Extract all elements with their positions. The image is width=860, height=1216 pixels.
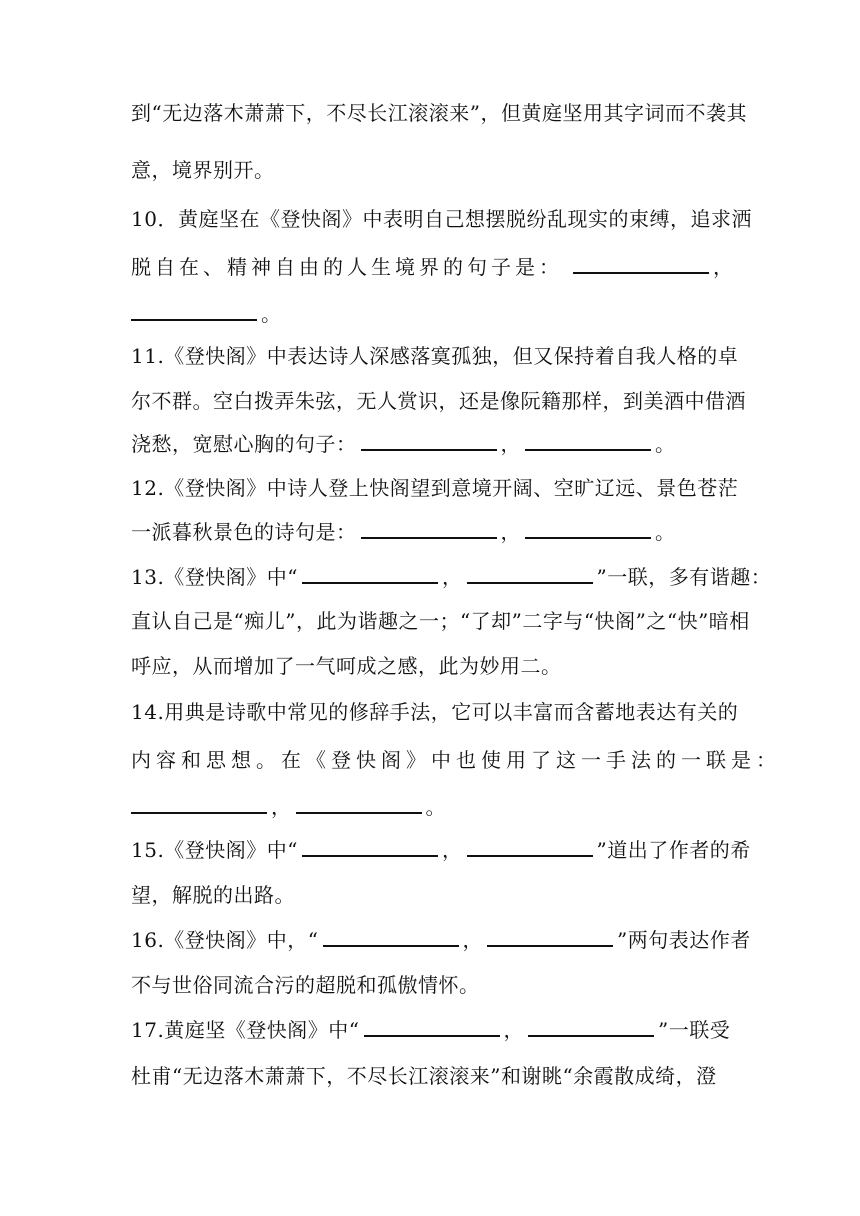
- question-11-line: 尔不群。空白拨弄朱弦，无人赏识，还是像阮籍那样，到美酒中借酒: [131, 389, 746, 413]
- question-11-line: 11.《登快阁》中表达诗人深感落寞孤独，但又保持着自我人格的卓: [131, 344, 739, 368]
- punctuation: ，: [462, 928, 484, 952]
- punctuation: ，: [503, 1018, 525, 1042]
- punctuation: ，: [500, 432, 521, 456]
- answer-blank[interactable]: [525, 517, 651, 539]
- question-text: 16.《登快阁》中，“: [131, 928, 319, 952]
- answer-blank[interactable]: [302, 835, 438, 857]
- punctuation: ，: [442, 565, 463, 589]
- answer-blank[interactable]: [131, 299, 257, 321]
- paragraph-line: 意，境界别开。: [131, 158, 275, 182]
- answer-blank[interactable]: [131, 792, 267, 814]
- question-text: 浇愁，宽慰心胸的句子：: [131, 432, 357, 456]
- answer-blank[interactable]: [302, 562, 438, 584]
- question-14-line: 内容和思想。在《登快阁》中也使用了这一手法的一联是：: [131, 748, 781, 772]
- answer-blank[interactable]: [525, 429, 651, 451]
- question-10-line: [131, 298, 282, 330]
- question-10-line: 10．黄庭坚在《登快阁》中表明自己想摆脱纷乱现实的束缚，追求洒: [131, 207, 752, 231]
- question-17-line: 杜甫“无边落木萧萧下，不尽长江滚滚来”和谢眺“余霞散成绮，澄: [131, 1064, 717, 1088]
- answer-blank[interactable]: [296, 792, 422, 814]
- answer-blank[interactable]: [467, 835, 593, 857]
- question-13-line: 直认自己是“痴儿”，此为谐趣之一；“了却”二字与“快阁”之“快”暗相: [131, 609, 750, 633]
- answer-blank[interactable]: [487, 925, 613, 947]
- question-14-line: 14.用典是诗歌中常见的修辞手法，它可以丰富而含蓄地表达有关的: [131, 700, 739, 724]
- question-text: ”一联，多有谐趣：: [596, 565, 772, 589]
- punctuation: 。: [655, 520, 676, 544]
- question-text: 15.《登快阁》中“: [131, 838, 299, 862]
- question-14-line: [131, 791, 446, 823]
- question-text: ”道出了作者的希: [596, 838, 751, 862]
- answer-blank[interactable]: [573, 252, 709, 274]
- question-12-line: [131, 516, 676, 548]
- answer-blank[interactable]: [467, 562, 593, 584]
- question-12-line: 12.《登快阁》中诗人登上快阁望到意境开阔、空旷辽远、景色苍茫: [131, 476, 739, 500]
- question-text: ”一联受: [658, 1018, 731, 1042]
- question-13-line: [131, 561, 771, 593]
- question-16-line: 不与世俗同流合污的超脱和孤傲情怀。: [131, 973, 480, 997]
- answer-blank[interactable]: [528, 1015, 654, 1037]
- answer-blank[interactable]: [361, 517, 497, 539]
- question-11-line: [131, 428, 676, 460]
- question-15-line: 望，解脱的出路。: [131, 883, 295, 907]
- answer-blank[interactable]: [361, 429, 497, 451]
- question-text: ”两句表达作者: [617, 928, 751, 952]
- question-text: 一派暮秋景色的诗句是：: [131, 520, 357, 544]
- punctuation: ，: [713, 255, 737, 279]
- question-17-line: [131, 1014, 730, 1046]
- question-13-line: 呼应，从而增加了一气呵成之感，此为妙用二。: [131, 654, 562, 678]
- punctuation: ，: [442, 838, 463, 862]
- answer-blank[interactable]: [323, 925, 459, 947]
- question-text: 脱自在、精神自由的人生境界的句子是：: [131, 255, 563, 279]
- question-text: 17.黄庭坚《登快阁》中“: [131, 1018, 360, 1042]
- punctuation: ，: [271, 795, 292, 819]
- punctuation: 。: [261, 302, 282, 326]
- punctuation: 。: [655, 432, 676, 456]
- punctuation: 。: [425, 795, 446, 819]
- question-10-line: [131, 251, 737, 283]
- answer-blank[interactable]: [364, 1015, 500, 1037]
- question-16-line: [131, 924, 751, 956]
- punctuation: ，: [500, 520, 521, 544]
- question-text: 13.《登快阁》中“: [131, 565, 299, 589]
- paragraph-line: 到“无边落木萧萧下，不尽长江滚滚来”，但黄庭坚用其字词而不袭其: [131, 101, 747, 125]
- question-15-line: [131, 834, 751, 866]
